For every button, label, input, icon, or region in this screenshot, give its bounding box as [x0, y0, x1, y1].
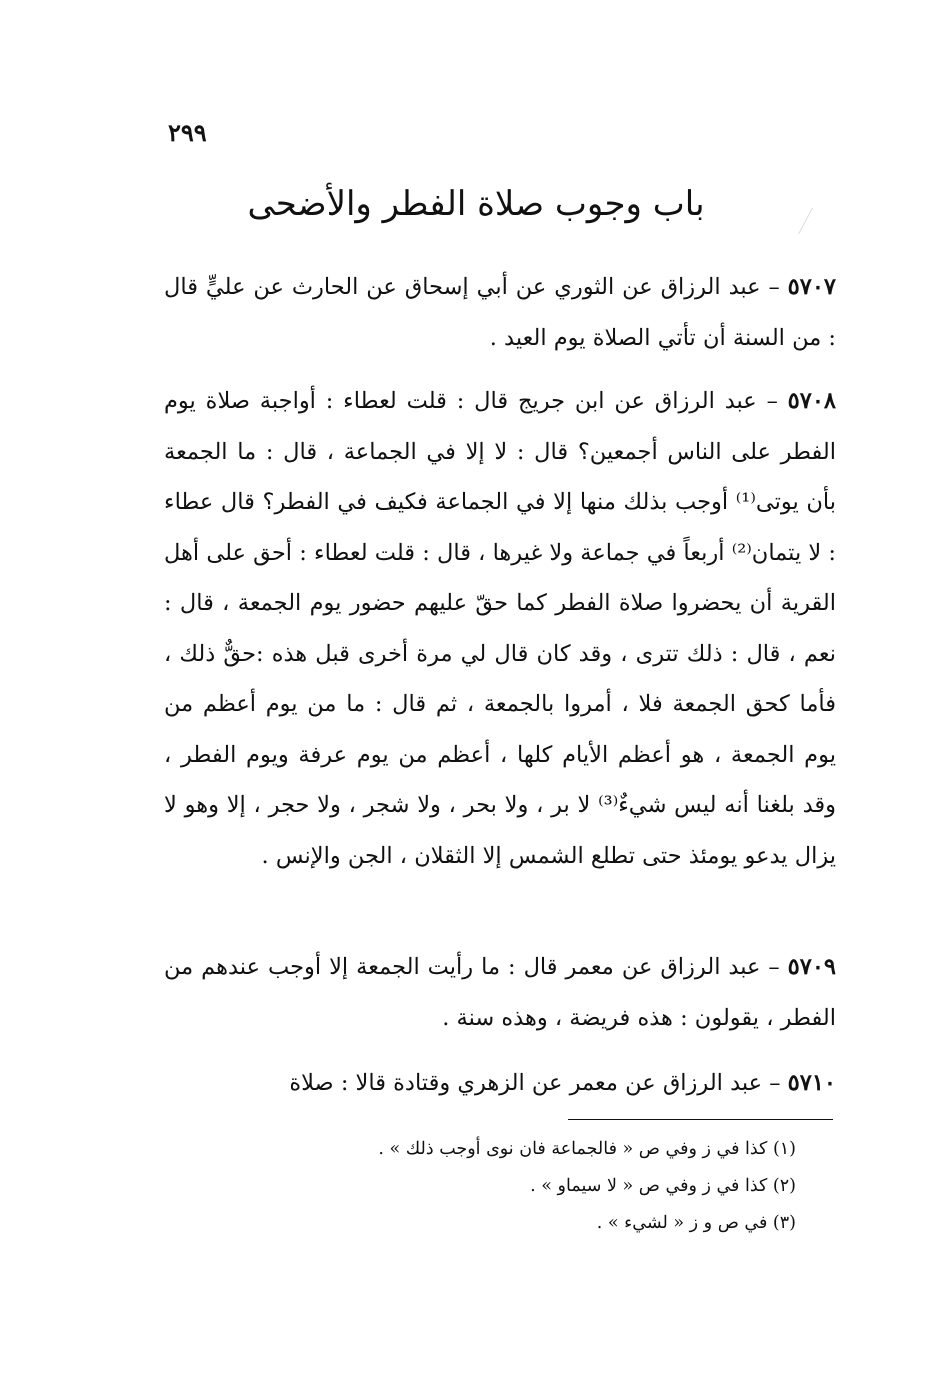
entry-number: ٥٧١٠: [787, 1070, 836, 1096]
scan-mark: [798, 208, 829, 234]
hadith-entry-5710: [164, 1058, 836, 1109]
page-number: ٢٩٩: [168, 118, 207, 147]
hadith-entry-5709: [164, 942, 836, 1043]
hadith-entry-5708: [164, 376, 836, 881]
entry-number: ٥٧٠٧: [787, 274, 836, 300]
footnote-1: (١) كذا في ز وفي ص « فالجماعة فان نوى أوجب ذلك » .: [378, 1139, 796, 1159]
entry-number: ٥٧٠٨: [787, 388, 837, 414]
entry-number: ٥٧٠٩: [787, 954, 837, 980]
footnotes: [164, 1131, 796, 1242]
entry-text: – عبد الرزاق عن الثوري عن أبي إسحاق عن الحارث عن عليٍّ قال : من السنة أن تأتي الصلاة يوم العيد .: [164, 274, 836, 351]
entry-text: – عبد الرزاق عن ابن جريج قال : قلت لعطاء : أواجبة صلاة يوم الفطر على الناس أجمعين؟ قال : لا إلا في الجماعة ، قال : ما الجمعة بأن يوتى⁽¹⁾ أوجب بذلك منها إلا في الجماعة فكيف في الفطر؟ قال عطاء : لا يتمان⁽²⁾ أربعاً في جماعة ولا غيرها ، قال : قلت لعطاء : أحق على أهل القرية أن يحضروا صلاة الفطر كما حقّ عليهم حضور يوم الجمعة ، قال : نعم ، قال : ذلك تترى ، وقد كان قال لي مرة أخرى قبل هذه :حقٌّ ذلك ، فأما كحق الجمعة فلا ، أمروا بالجمعة ، ثم قال : ما من يوم أعظم من يوم الجمعة ، هو أعظم الأيام كلها ، أعظم من يوم عرفة ويوم الفطر ، وقد بلغنا أنه ليس شيءٌ⁽³⁾ لا بر ، ولا بحر ، ولا شجر ، ولا حجر ، إلا وهو لا يزال يدعو يومئذ حتى تطلع الشمس إلا الثقلان ، الجن والإنس .: [164, 388, 836, 869]
footnote-2: (٢) كذا في ز وفي ص « لا سيماو » .: [530, 1176, 796, 1196]
hadith-entry-5707: [164, 262, 836, 363]
entry-text: – عبد الرزاق عن معمر قال : ما رأيت الجمعة إلا أوجب عندهم من الفطر ، يقولون : هذه فريضة ، وهذه سنة .: [164, 954, 836, 1031]
footnote-divider: [568, 1119, 833, 1120]
entry-text: – عبد الرزاق عن معمر عن الزهري وقتادة قالا : صلاة: [289, 1070, 781, 1096]
footnote-3: (٣) في ص و ز « لشيء » .: [596, 1213, 796, 1233]
chapter-title: باب وجوب صلاة الفطر والأضحى: [247, 184, 705, 224]
